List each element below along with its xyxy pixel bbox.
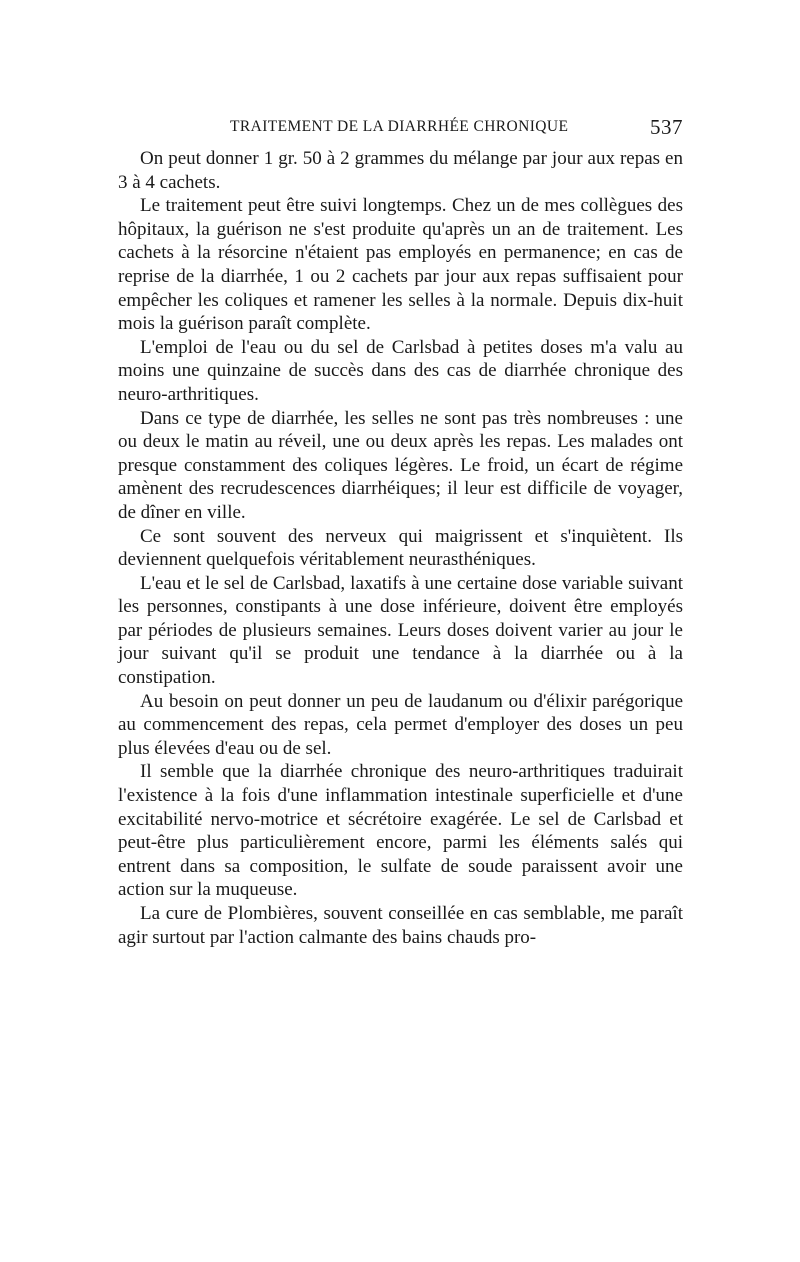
paragraph: Il semble que la diarrhée chronique des neuro-arthritiques traduirait l'existence à la fois d'une inflammation intestinale superficielle et d'une excitabilité nervo-motrice et sécrétoire exagérée. Le sel de Carlsbad et peut-être plus particulièrement encore, parmi les éléments salés qui entrent dans sa composition, le sulfate de soude paraissent avoir une action sur la muqueuse. [118, 761, 683, 901]
paragraph: On peut donner 1 gr. 50 à 2 grammes du mélange par jour aux repas en 3 à 4 cachets. [118, 148, 683, 193]
paragraph: Le traitement peut être suivi longtemps. Chez un de mes collègues des hôpitaux, la guérison ne s'est produite qu'après un an de traitement. Les cachets à la résorcine n'étaient pas employés en permanence; en cas de reprise de la diarrhée, 1 ou 2 cachets par jour aux repas suffisaient pour empêcher les coliques et ramener les selles à la normale. Depuis dix-huit mois la guérison paraît complète. [118, 195, 683, 335]
paragraph: Au besoin on peut donner un peu de laudanum ou d'élixir parégorique au commencement des repas, cela permet d'employer des doses un peu plus élevées d'eau ou de sel. [118, 690, 683, 759]
paragraph: Dans ce type de diarrhée, les selles ne sont pas très nombreuses : une ou deux le matin au réveil, une ou deux après les repas. Les malades ont presque constamment des coliques légères. Le froid, un écart de régime amènent des recrudescences diarrhéiques; il leur est difficile de voyager, de dîner en ville. [118, 407, 683, 523]
page-number: 537 [650, 115, 683, 139]
paragraph: La cure de Plombières, souvent conseillée en cas semblable, me paraît agir surtout par l'action calmante des bains chauds pro- [118, 903, 683, 948]
running-head [118, 115, 683, 140]
paragraph: Ce sont souvent des nerveux qui maigrissent et s'inquiètent. Ils deviennent quelquefois véritablement neurasthéniques. [118, 525, 683, 571]
body-text [118, 147, 683, 949]
running-title: TRAITEMENT DE LA DIARRHÉE CHRONIQUE [230, 118, 569, 135]
paragraph: L'eau et le sel de Carlsbad, laxatifs à une certaine dose variable suivant les personnes, constipants à une dose inférieure, doivent être employés par périodes de plusieurs semaines. Leurs doses doivent varier au jour le jour suivant qu'il se produit une tendance à la diarrhée ou à la constipation. [118, 572, 683, 689]
paragraph: L'emploi de l'eau ou du sel de Carlsbad à petites doses m'a valu au moins une quinzaine de succès dans des cas de diarrhée chronique des neuro-arthritiques. [118, 336, 683, 405]
